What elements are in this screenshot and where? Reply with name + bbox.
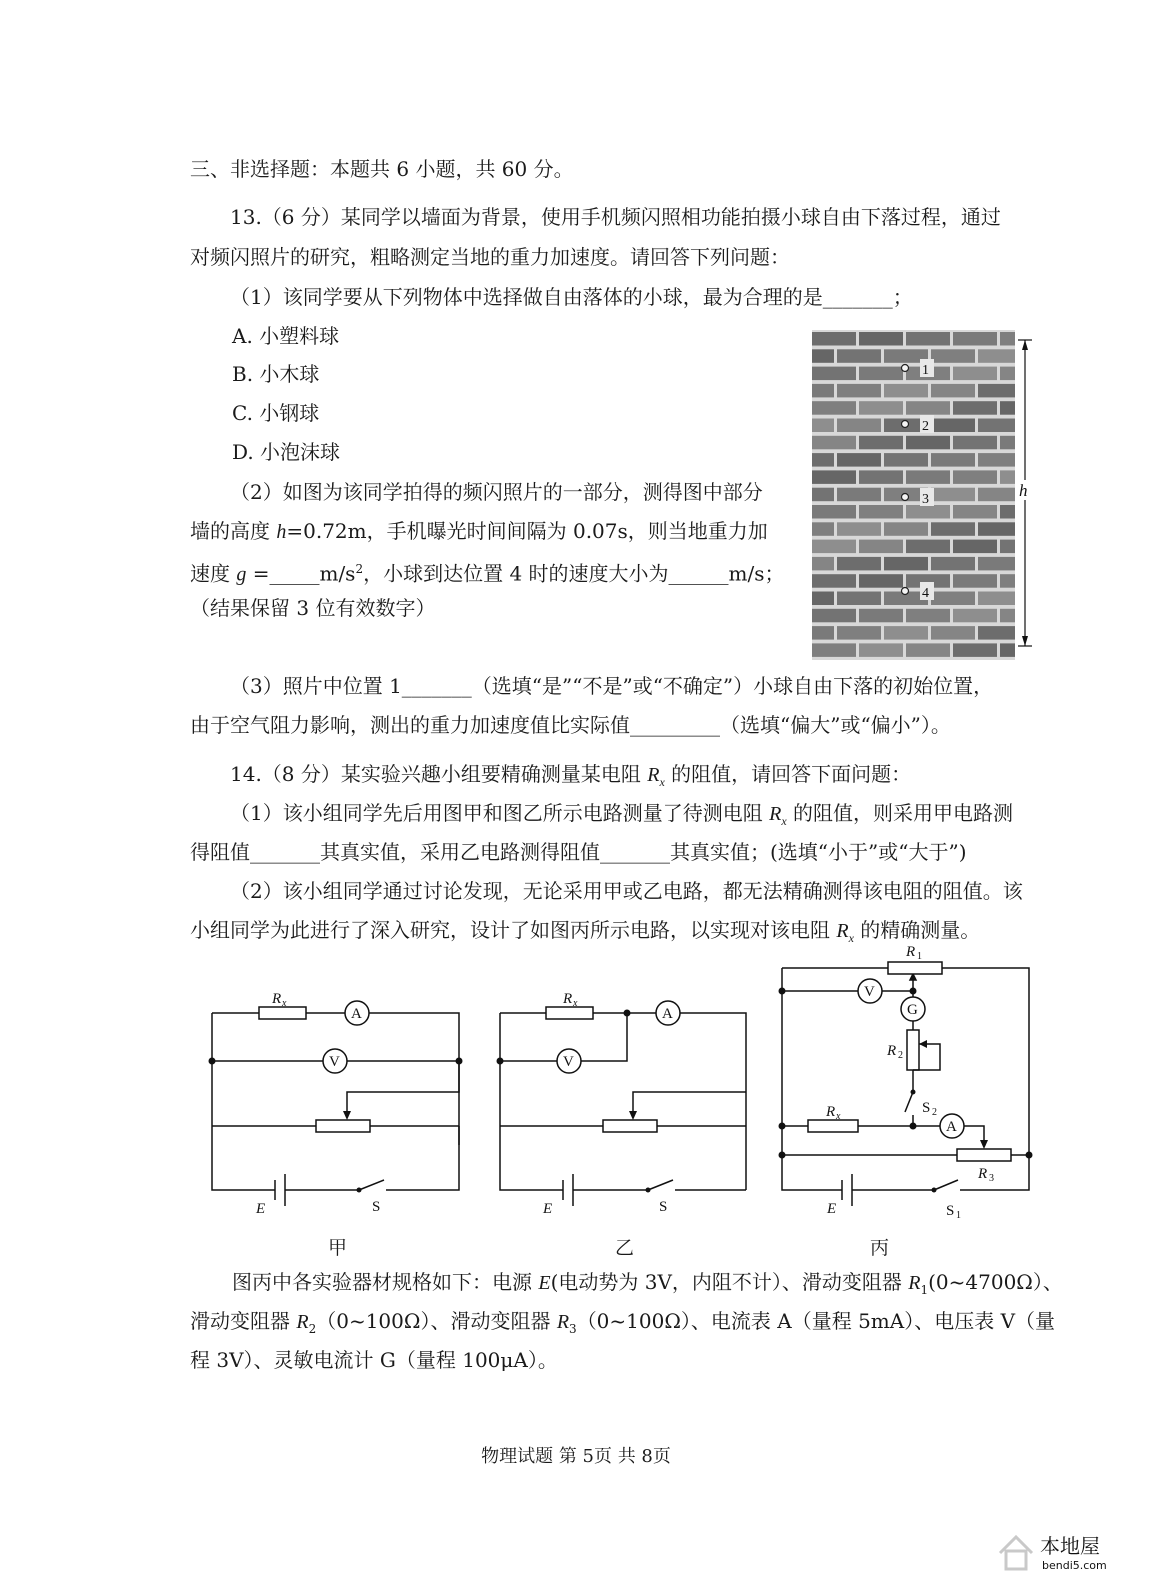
rheostat-r1: [888, 962, 942, 974]
option-a: A. 小塑料球: [232, 324, 340, 348]
strobe-photo: [812, 330, 1032, 660]
svg-text:x: x: [282, 998, 287, 1009]
svg-text:A: A: [351, 1006, 362, 1022]
brick: [953, 470, 997, 484]
option-c: C. 小钢球: [232, 401, 320, 425]
caption-bing: 丙: [870, 1237, 890, 1259]
brick: [953, 574, 997, 588]
brick: [1000, 367, 1015, 381]
q13-part2-line1: （2）如图为该同学拍得的频闪照片的一部分，测得图中部分: [230, 480, 763, 504]
brick: [859, 401, 903, 415]
brick: [931, 349, 975, 363]
brick: [859, 643, 903, 657]
svg-text:R: R: [906, 944, 916, 960]
brick: [859, 540, 903, 554]
brick: [812, 592, 834, 606]
brick: [931, 626, 975, 640]
brick: [837, 453, 881, 467]
svg-text:3: 3: [989, 1173, 994, 1184]
svg-text:V: V: [329, 1054, 340, 1070]
brick: [837, 557, 881, 571]
brick: [953, 436, 997, 450]
brick-wall: [812, 330, 1015, 660]
brick: [931, 522, 975, 536]
brick: [837, 419, 881, 433]
brick: [884, 453, 928, 467]
brick: [1000, 332, 1015, 346]
q14-intro: 14.（8 分）某实验兴趣小组要精确测量某电阻 $R_x$ 的阻值，请回答下面问题：: [230, 762, 912, 789]
h-label: h: [1019, 481, 1028, 500]
resistor-rx-yi: [546, 1007, 593, 1019]
brick: [812, 401, 856, 415]
q13-part3-line2: 由于空气阻力影响，测出的重力加速度值比实际值_________（选填“偏大”或“偏小”）。: [190, 713, 951, 737]
section-heading: 三、非选择题：本题共 6 小题，共 60 分。: [190, 157, 574, 181]
svg-text:G: G: [907, 1002, 918, 1018]
brick: [906, 609, 950, 623]
var-h: h: [276, 521, 287, 543]
svg-text:S: S: [946, 1203, 955, 1219]
q14-part1-line1: （1）该小组同学先后用图甲和图乙所示电路测量了待测电阻 $R_x$ 的阻值，则采用甲电路测: [230, 801, 1013, 828]
brick: [1000, 401, 1015, 415]
brick: [953, 540, 997, 554]
q13-part2-line4: （结果保留 3 位有效数字）: [190, 596, 436, 620]
rheostat-jia: [316, 1120, 370, 1132]
circuit-bing: [782, 962, 1029, 1206]
svg-text:2: 2: [932, 1107, 937, 1118]
brick: [837, 592, 881, 606]
svg-text:E: E: [543, 1201, 553, 1217]
brick: [837, 384, 881, 398]
brick: [884, 522, 928, 536]
brick: [1000, 505, 1015, 519]
svg-text:V: V: [864, 984, 875, 1000]
brick: [812, 419, 834, 433]
brick: [953, 505, 997, 519]
brick: [812, 643, 856, 657]
brick: [978, 592, 1015, 606]
brick: [906, 332, 950, 346]
brick: [812, 557, 834, 571]
spec-line1: 图丙中各实验器材规格如下：电源 E(电动势为 3V，内阻不计）、滑动变阻器 $R_1(0\sim 4700\Omega)$、: [232, 1270, 1063, 1297]
brick: [931, 488, 975, 502]
brick: [812, 384, 834, 398]
switch-s1: [934, 1180, 958, 1190]
brick: [859, 436, 903, 450]
svg-text:S: S: [659, 1199, 668, 1215]
svg-text:1: 1: [917, 951, 922, 962]
brick: [978, 522, 1015, 536]
rheostat-r3: [957, 1149, 1011, 1161]
q14-part2-line1: （2）该小组同学通过讨论发现，无论采用甲或乙电路，都无法精确测得该电阻的阻值。该: [230, 879, 1023, 903]
brick: [859, 470, 903, 484]
brick: [837, 349, 881, 363]
brick: [837, 626, 881, 640]
var-g: g: [236, 563, 247, 586]
brick: [812, 332, 856, 346]
brick: [978, 488, 1015, 502]
svg-text:S: S: [922, 1100, 931, 1116]
svg-text:A: A: [946, 1119, 957, 1135]
page-footer: 物理试题 第 5页 共 8页: [481, 1446, 671, 1467]
brick: [978, 453, 1015, 467]
brick: [931, 557, 975, 571]
svg-text:V: V: [563, 1054, 574, 1070]
brick: [859, 609, 903, 623]
brick: [978, 626, 1015, 640]
brick: [953, 609, 997, 623]
brick: [1000, 436, 1015, 450]
svg-text:本地屋: 本地屋: [1040, 1534, 1100, 1558]
brick: [1000, 540, 1015, 554]
svg-text:3: 3: [922, 492, 929, 507]
svg-text:4: 4: [922, 586, 929, 601]
brick: [812, 436, 856, 450]
brick: [812, 609, 856, 623]
caption-yi: 乙: [615, 1237, 635, 1259]
brick: [884, 384, 928, 398]
q14-part2-line2: 小组同学为此进行了深入研究，设计了如图丙所示电路，以实现对该电阻 $R_x$ 的精确测量。: [190, 918, 981, 945]
brick: [859, 332, 903, 346]
brick: [931, 592, 975, 606]
brick: [1000, 574, 1015, 588]
brick: [931, 384, 975, 398]
svg-text:S: S: [372, 1199, 381, 1215]
spec-line2: 滑动变阻器 $R_2(0\sim 100\Omega)$、滑动变阻器 $R_3(0\sim 100\Omega)$、电流表 A（量程 5mA）、电压表 V（量: [190, 1309, 1056, 1336]
option-b: B. 小木球: [232, 362, 320, 386]
brick: [859, 505, 903, 519]
brick: [978, 557, 1015, 571]
q13-part3-line1: （3）照片中位置 1_______（选填“是”“不是”或“不确定”）小球自由下落的初始位置，: [230, 674, 994, 698]
svg-text:bendi5.com: bendi5.com: [1042, 1559, 1107, 1572]
svg-text:R: R: [826, 1104, 836, 1120]
circuit-jia: [212, 1001, 459, 1206]
brick: [859, 574, 903, 588]
brick: [1000, 470, 1015, 484]
q13-part2-line3: 速度 $g =\_\_\_\_\_m/s^2$，小球到达位置 4 时的速度大小为______m/s；: [190, 561, 785, 586]
svg-text:2: 2: [922, 419, 929, 434]
switch-s2: [905, 1092, 913, 1112]
brick: [906, 505, 950, 519]
svg-text:x: x: [836, 1111, 841, 1122]
brick: [953, 367, 997, 381]
svg-text:E: E: [256, 1201, 266, 1217]
watermark-logo: [994, 1529, 1134, 1573]
brick: [812, 488, 834, 502]
brick: [812, 522, 834, 536]
q13-intro-line1: 13.（6 分）某同学以墙面为背景，使用手机频闪照相功能拍摄小球自由下落过程，通过: [230, 205, 1001, 229]
spec-line3: 程 3V）、灵敏电流计 G（量程 100μA）。: [190, 1348, 558, 1372]
brick: [812, 367, 856, 381]
brick: [906, 470, 950, 484]
brick: [812, 349, 834, 363]
caption-jia: 甲: [328, 1237, 348, 1259]
brick: [812, 626, 834, 640]
q13-part1: （1）该同学要从下列物体中选择做自由落体的小球，最为合理的是_______；: [230, 285, 913, 309]
brick: [953, 401, 997, 415]
svg-text:1: 1: [922, 363, 929, 378]
brick: [812, 505, 856, 519]
brick: [812, 540, 856, 554]
svg-text:R: R: [563, 991, 573, 1007]
brick: [884, 557, 928, 571]
rheostat-r2: [907, 1030, 919, 1070]
brick: [906, 540, 950, 554]
brick: [978, 419, 1015, 433]
resistor-rx-bing: [808, 1120, 858, 1132]
brick: [978, 349, 1015, 363]
brick: [812, 470, 856, 484]
svg-text:2: 2: [898, 1050, 903, 1061]
brick: [953, 332, 997, 346]
q13-intro-line2: 对频闪照片的研究，粗略测定当地的重力加速度。请回答下列问题：: [190, 245, 790, 269]
option-d: D. 小泡沫球: [232, 440, 341, 464]
brick: [931, 419, 975, 433]
brick: [1000, 643, 1015, 657]
q14-part1-line2: 得阻值_______其真实值，采用乙电路测得阻值_______其真实值；(选填“小于”或“大于”): [190, 840, 967, 864]
svg-text:E: E: [827, 1201, 837, 1217]
svg-text:R: R: [978, 1166, 988, 1182]
rheostat-yi: [603, 1120, 657, 1132]
svg-text:A: A: [662, 1006, 673, 1022]
circuit-diagrams: [0, 940, 1152, 1230]
brick: [859, 367, 903, 381]
q13-part2-line2: 墙的高度 h=0.72m，手机曝光时间间隔为 0.07s，则当地重力加: [190, 519, 768, 543]
brick: [906, 643, 950, 657]
brick: [884, 626, 928, 640]
brick: [812, 574, 856, 588]
brick: [837, 522, 881, 536]
brick: [906, 401, 950, 415]
brick: [906, 436, 950, 450]
brick: [978, 384, 1015, 398]
svg-text:R: R: [272, 991, 282, 1007]
circuit-yi: [500, 1001, 746, 1206]
brick: [812, 453, 834, 467]
svg-text:x: x: [573, 998, 578, 1009]
svg-text:1: 1: [956, 1210, 961, 1221]
svg-text:R: R: [887, 1043, 897, 1059]
brick: [837, 488, 881, 502]
brick: [1000, 609, 1015, 623]
brick: [931, 453, 975, 467]
brick: [953, 643, 997, 657]
